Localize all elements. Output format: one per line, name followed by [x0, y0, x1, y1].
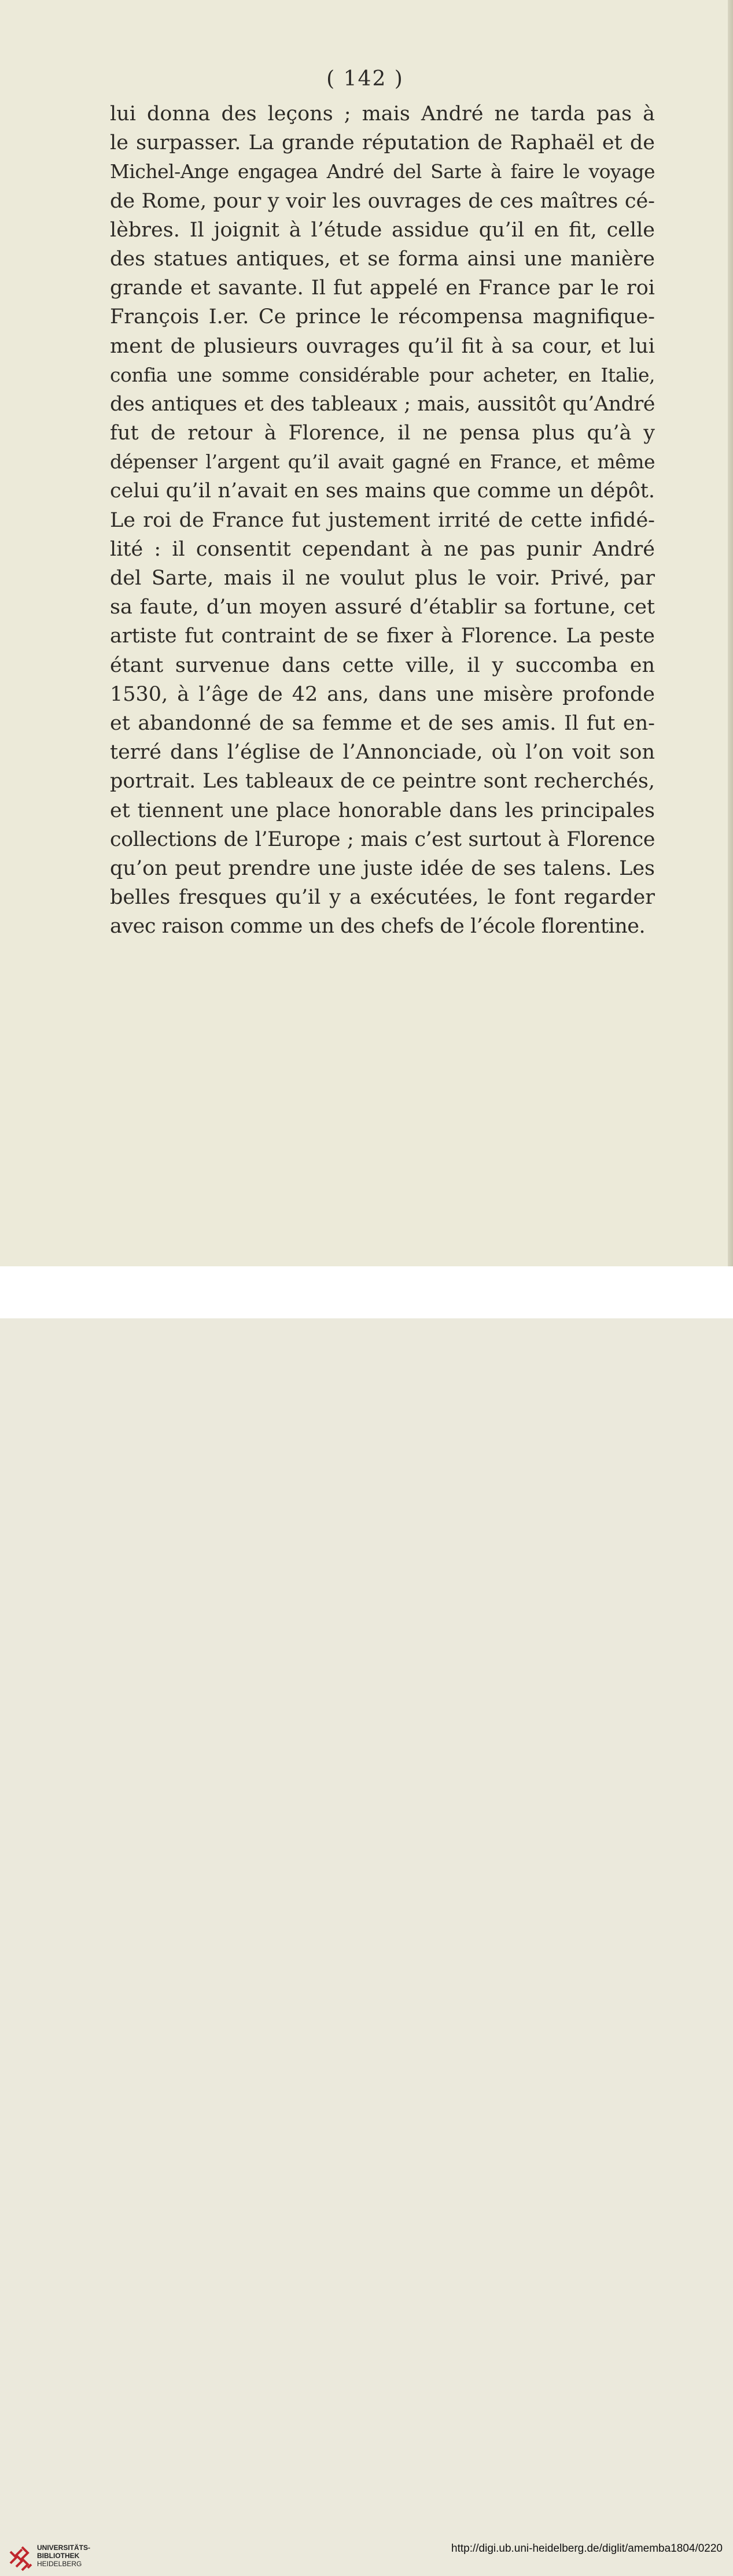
text-line-3: Michel-Ange engagea André del Sarte à faire le voyage: [110, 160, 655, 183]
page-edge-shadow: [728, 0, 733, 1266]
text-line-26: collections de l’Europe ; mais c’est surtout à Florence: [110, 827, 655, 851]
text-line-25: et tiennent une place honorable dans les principales: [110, 799, 655, 822]
text-line-8: François I.er. Ce prince le récompensa magnifique-: [110, 305, 655, 329]
text-line-18: sa faute, d’un moyen assuré d’établir sa fortune, cet: [110, 596, 655, 619]
text-line-6: des statues antiques, et se forma ainsi une manière: [110, 247, 655, 271]
text-line-28: belles fresques qu’il y a exécutées, le font regarder: [110, 886, 655, 910]
library-name: [37, 2544, 90, 2568]
text-line-15: Le roi de France fut justement irrité de cette infidé-: [110, 508, 655, 532]
text-line-21: 1530, à l’âge de 42 ans, dans une misère profonde: [110, 682, 655, 706]
text-line-29: avec raison comme un des chefs de l’école florentine.: [110, 915, 646, 938]
text-line-2: le surpasser. La grande réputation de Raphaël et de: [110, 131, 655, 155]
text-line-13: dépenser l’argent qu’il avait gagné en France, et même: [110, 450, 655, 474]
text-line-23: terré dans l’église de l’Annonciade, où l’on voit son: [110, 741, 655, 764]
text-line-16: lité : il consentit cependant à ne pas punir André: [110, 537, 655, 561]
text-line-1: lui donna des leçons ; mais André ne tarda pas à: [110, 102, 655, 125]
text-line-10: confia une somme considérable pour acheter, en Italie,: [110, 363, 655, 386]
text-line-20: étant survenue dans cette ville, il y succomba en: [110, 653, 655, 677]
text-line-17: del Sarte, mais il ne voulut plus le voir. Privé, par: [110, 567, 655, 590]
text-line-9: ment de plusieurs ouvrages qu’il fit à sa cour, et lui: [110, 334, 655, 358]
library-logo-icon: [8, 2540, 34, 2576]
text-line-4: de Rome, pour y voir les ouvrages de ces maîtres cé-: [110, 189, 655, 213]
body-text: [110, 99, 655, 941]
text-line-24: portrait. Les tableaux de ce peintre sont recherchés,: [110, 770, 655, 793]
text-line-7: grande et savante. Il fut appelé en France par le roi: [110, 276, 655, 300]
viewer-footer: [0, 1266, 733, 2568]
permalink-url[interactable]: http://digi.ub.uni-heidelberg.de/diglit/amemba1804/0220: [451, 2542, 723, 2555]
page-number: ( 142 ): [326, 67, 404, 91]
text-line-14: celui qu’il n’avait en ses mains que comme un dépôt.: [110, 479, 655, 503]
text-line-12: fut de retour à Florence, il ne pensa plus qu’à y: [110, 422, 655, 445]
library-name-line-1: UNIVERSITÄTS-: [37, 2544, 91, 2552]
text-line-19: artiste fut contraint de se fixer à Florence. La peste: [110, 624, 655, 648]
scanned-page: [0, 0, 730, 1266]
text-line-22: et abandonné de sa femme et de ses amis. Il fut en-: [110, 711, 655, 735]
text-line-11: des antiques et des tableaux ; mais, aussitôt qu’André: [110, 392, 655, 416]
library-name-line-3: HEIDELBERG: [37, 2560, 82, 2568]
text-line-27: qu’on peut prendre une juste idée de ses talens. Les: [110, 856, 655, 880]
library-name-line-2: BIBLIOTHEK: [37, 2552, 80, 2560]
text-line-5: lèbres. Il joignit à l’étude assidue qu’il en fit, celle: [110, 218, 655, 242]
